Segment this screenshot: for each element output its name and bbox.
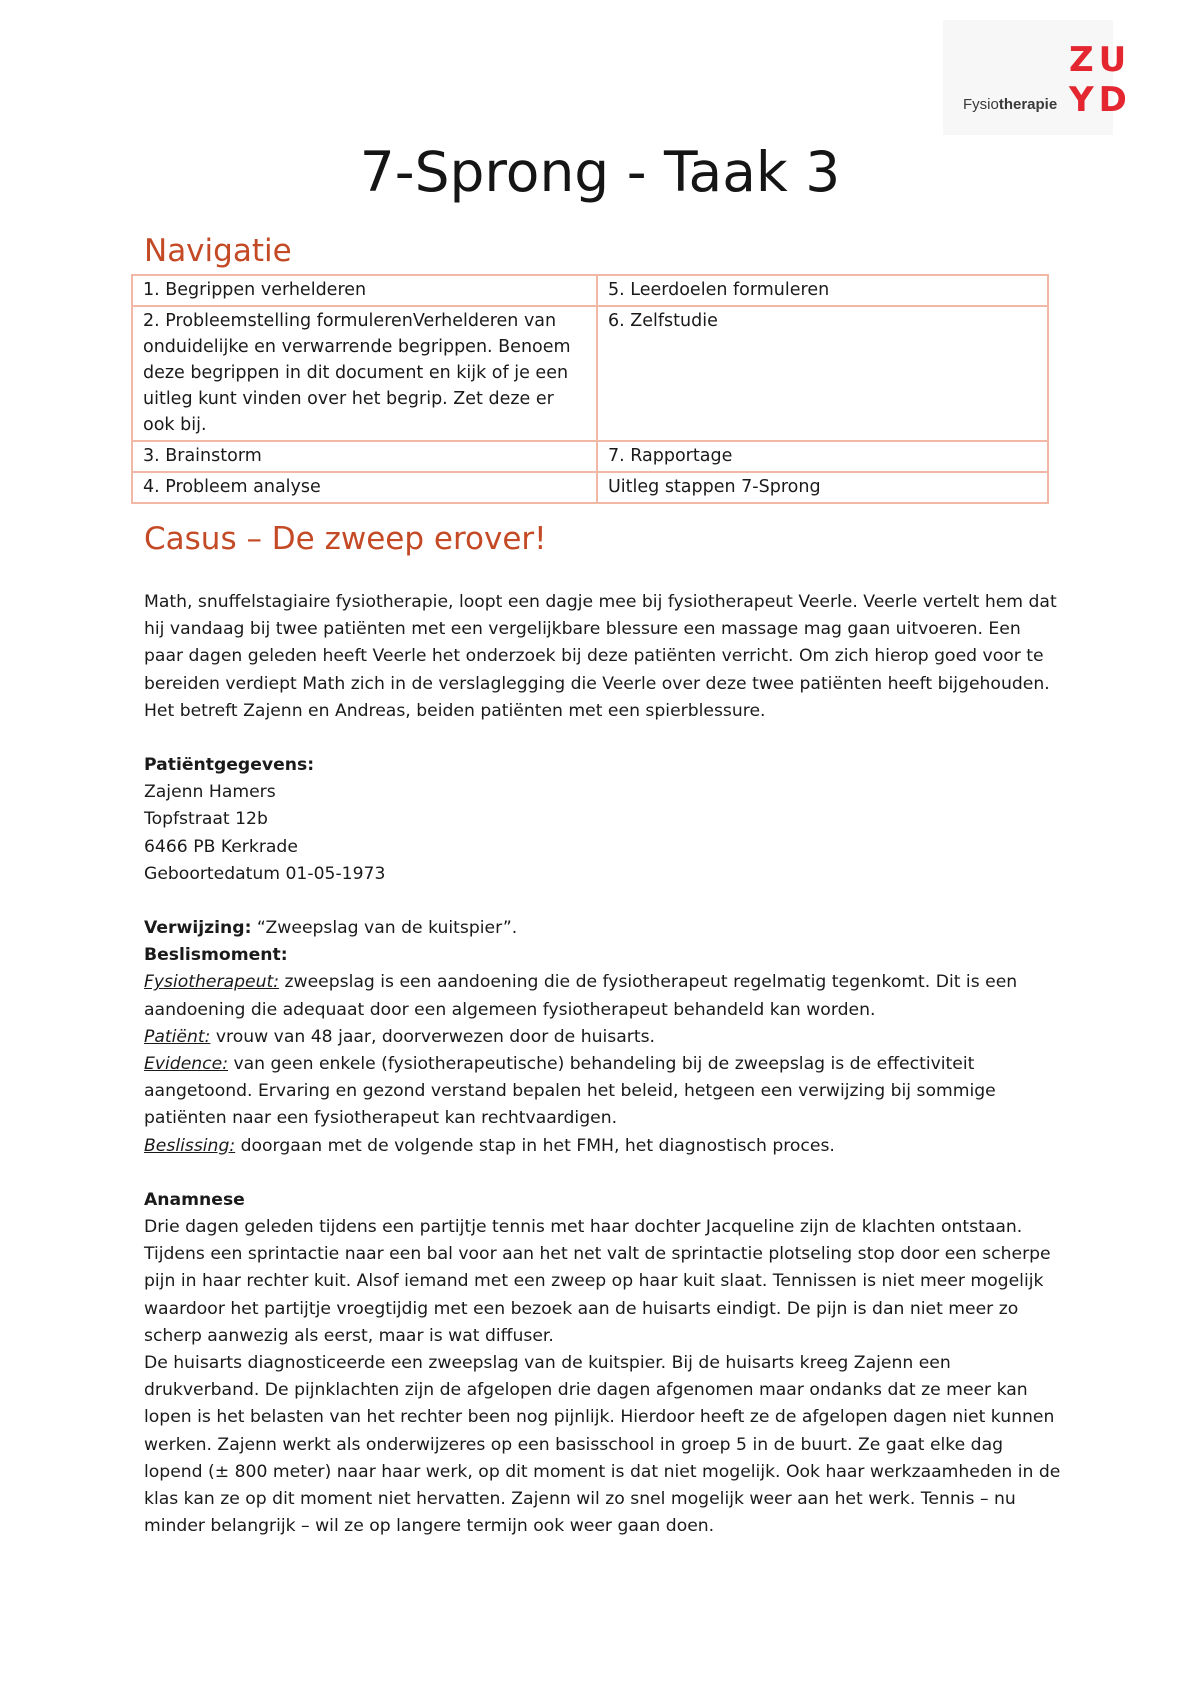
patient-street: Topfstraat 12b bbox=[144, 809, 268, 830]
nav-link-brainstorm[interactable]: 3. Brainstorm bbox=[132, 441, 597, 472]
nav-link-begrippen[interactable]: 1. Begrippen verhelderen bbox=[132, 275, 597, 306]
referral: Verwijzing: “Zweepslag van de kuitspier”. bbox=[144, 918, 518, 939]
decision-physio: Fysiotherapeut: zweepslag is een aandoening die de fysiotherapeut regelmatig tegenkomt. Dit is een aandoening die adequaat door een algemeen fysiotherapeut behandeld kan worden. bbox=[144, 972, 1018, 1020]
nav-link-zelfstudie[interactable]: 6. Zelfstudie bbox=[597, 306, 1048, 441]
nav-link-probleemstelling[interactable]: 2. Probleemstelling formulerenVerhelderen van onduidelijke en verwarrende begrippen. Benoem deze begrippen in dit document en kijk of je een uitleg kunt vinden over het begrip. Zet deze er ook bij. bbox=[132, 306, 597, 441]
logo-caption: Fysiotherapie bbox=[963, 96, 1058, 113]
anamnese-label: Anamnese bbox=[144, 1189, 245, 1210]
decision-label: Beslismoment: bbox=[144, 945, 288, 966]
nav-link-leerdoelen[interactable]: 5. Leerdoelen formuleren bbox=[597, 275, 1048, 306]
table-row bbox=[132, 275, 1048, 306]
casus-intro: Math, snuffelstagiaire fysiotherapie, loopt een dagje mee bij fysiotherapeut Veerle. Veerle vertelt hem dat hij vandaag bij twee patiënten met een vergelijkbare blessure een massage mag gaan uitvoeren. Een paar dagen geleden heeft Veerle het onderzoek bij deze patiënten verricht. Om zich hierop goed voor te bereiden verdiept Math zich in de verslaglegging die Veerle over deze twee patiënten heeft bijgehouden. Het betreft Zajenn en Andreas, beiden patiënten met een spierblessure. bbox=[144, 592, 1057, 721]
patient-name: Zajenn Hamers bbox=[144, 782, 276, 803]
decision-evidence: Evidence: van geen enkele (fysiotherapeutische) behandeling bij de zweepslag is de effectiviteit aangetoond. Ervaring en gezond verstand bepalen het beleid, hetgeen een verwijzing bij sommige patiënten naar een fysiotherapeut kan rechtvaardigen. bbox=[144, 1054, 996, 1129]
anamnese-paragraph-1: Drie dagen geleden tijdens een partijtje tennis met haar dochter Jacqueline zijn de klachten ontstaan. Tijdens een sprintactie naar een bal voor aan het net valt de sprintactie plotseling stop door een scherpe pijn in haar rechter kuit. Alsof iemand met een zweep op haar kuit slaat. Tennissen is niet meer mogelijk waardoor het partijtje vroegtijdig met een bezoek aan de huisarts eindigt. De pijn is dan niet meer zo scherp aanwezig als eerst, maar is wat diffuser. bbox=[144, 1217, 1051, 1346]
table-row bbox=[132, 306, 1048, 441]
navigation-heading: Navigatie bbox=[144, 233, 292, 269]
decision-beslissing: Beslissing: doorgaan met de volgende stap in het FMH, het diagnostisch proces. bbox=[144, 1135, 835, 1156]
zuyd-logo bbox=[943, 20, 1132, 135]
table-row bbox=[132, 441, 1048, 472]
casus-heading: Casus – De zweep erover! bbox=[144, 521, 547, 557]
page-title: 7-Sprong - Taak 3 bbox=[359, 140, 841, 204]
nav-link-uitleg-stappen[interactable]: Uitleg stappen 7-Sprong bbox=[597, 472, 1048, 503]
decision-patient: Patiënt: vrouw van 48 jaar, doorverwezen door de huisarts. bbox=[144, 1026, 655, 1047]
patient-label: Patiëntgegevens: bbox=[144, 755, 315, 776]
navigation-table bbox=[131, 274, 1049, 504]
anamnese-paragraph-2: De huisarts diagnosticeerde een zweepslag van de kuitspier. Bij de huisarts kreeg Zajenn een drukverband. De pijnklachten zijn de afgelopen drie dagen afgenomen maar ondanks dat ze meer kan lopen is het belasten van het rechter been nog pijnlijk. Hierdoor heeft ze de afgelopen dagen niet kunnen werken. Zajenn werkt als onderwijzeres op een basisschool in groep 5 in de buurt. Ze gaat elke dag lopend (± 800 meter) naar haar werk, op dit moment is dat niet mogelijk. Ook haar werkzaamheden in de klas kan ze op dit moment niet hervatten. Zajenn wil zo snel mogelijk weer aan het werk. Tennis – nu minder belangrijk – wil ze op langere termijn ook weer gaan doen. bbox=[144, 1353, 1061, 1537]
patient-dob: Geboortedatum 01-05-1973 bbox=[144, 863, 386, 884]
nav-link-rapportage[interactable]: 7. Rapportage bbox=[597, 441, 1048, 472]
patient-city: 6466 PB Kerkrade bbox=[144, 836, 298, 857]
nav-link-probleem-analyse[interactable]: 4. Probleem analyse bbox=[132, 472, 597, 503]
logo-letters: ZU YD bbox=[1069, 40, 1132, 120]
table-row bbox=[132, 472, 1048, 503]
document-body bbox=[144, 589, 1064, 1541]
